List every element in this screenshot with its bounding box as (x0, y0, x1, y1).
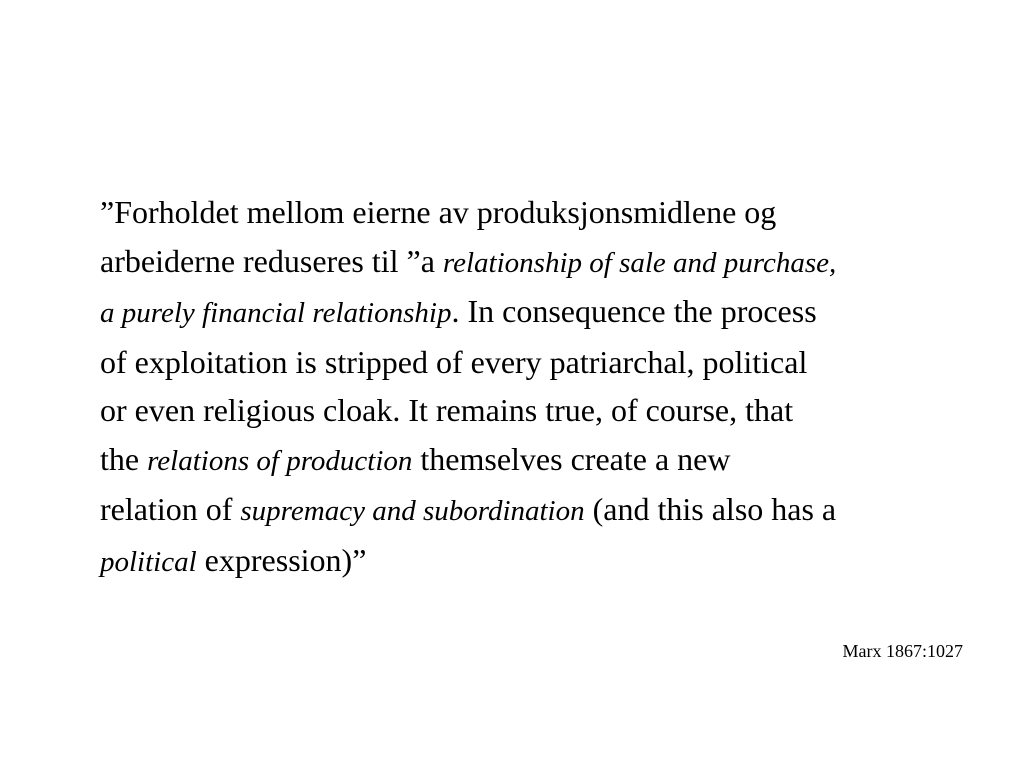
quote-line-1-text: ”Forholdet mellom eierne av produksjonsmidlene og (100, 194, 777, 230)
quote-line-7-post: (and this also has a (584, 491, 837, 527)
citation: Marx 1867:1027 (842, 641, 963, 661)
quote-line-7-pre: relation of (100, 491, 241, 527)
quote-line-5 (100, 386, 980, 435)
quote-line-7-italic: supremacy and subordination (240, 495, 585, 527)
quote-line-5-text: or even religious cloak. It remains true, of course, that (100, 392, 794, 428)
quote-line-3-italic: a purely financial relationship (100, 297, 452, 329)
quote-line-2-italic: relationship of sale and purchase, (442, 246, 837, 279)
quote-line-8-italic: political (100, 545, 197, 578)
quote-line-4 (100, 338, 980, 387)
quote-line-2 (100, 237, 980, 288)
quote-line-6-italic: relations of production (147, 444, 413, 477)
quote-line-8 (100, 536, 980, 587)
quote-line-7 (100, 485, 980, 536)
quote-line-6 (100, 435, 980, 486)
quote-paragraph (100, 188, 980, 586)
quote-line-6-post: themselves create a new (412, 440, 731, 477)
quote-line-3-text: . In consequence the process (451, 293, 817, 329)
quote-line-6-pre: the (100, 440, 148, 477)
quote-line-1 (100, 188, 980, 237)
quote-line-8-post: expression)” (196, 541, 367, 578)
quote-line-2-text: arbeiderne reduseres til ”a (100, 242, 443, 279)
quote-line-4-text: of exploitation is stripped of every patriarchal, political (100, 343, 808, 380)
quote-line-3 (100, 287, 980, 338)
